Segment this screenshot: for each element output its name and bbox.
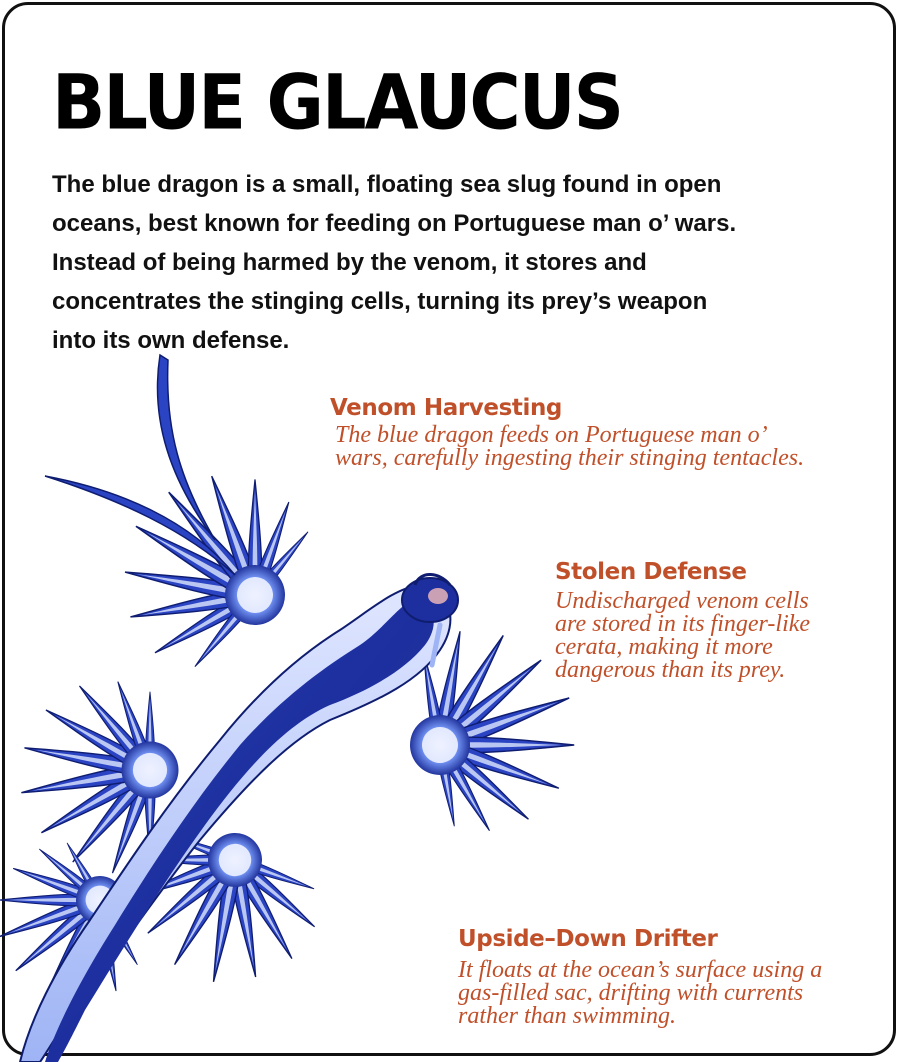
fact-body-line: The blue dragon feeds on Portuguese man o’: [335, 422, 768, 448]
fact-heading: Stolen Defense: [555, 559, 747, 585]
intro-line: The blue dragon is a small, floating sea slug found in open: [52, 171, 722, 198]
fact-body-line: dangerous than its prey.: [555, 657, 786, 683]
fact-body: [555, 590, 810, 682]
intro-line: concentrates the stinging cells, turning its prey’s weapon: [52, 288, 708, 315]
fact-upside-down-drifter: [458, 925, 822, 1028]
page-title: BLUE GLAUCUS: [52, 58, 623, 147]
fact-body: [458, 959, 822, 1028]
fact-heading: Venom Harvesting: [330, 395, 563, 421]
fact-body-line: It floats at the ocean’s surface using a: [458, 957, 823, 983]
fact-stolen-defense: [555, 558, 810, 682]
intro-line: into its own defense.: [52, 327, 290, 354]
fact-body-line: wars, carefully ingesting their stinging tentacles.: [335, 445, 805, 471]
fact-body-line: rather than swimming.: [458, 1003, 677, 1029]
fact-venom-harvesting: [330, 394, 804, 470]
intro-line: Instead of being harmed by the venom, it stores and: [52, 249, 647, 276]
intro-line: oceans, best known for feeding on Portuguese man o’ wars.: [52, 210, 737, 237]
fact-heading: Upside–Down Drifter: [458, 926, 718, 952]
fact-body-line: Undischarged venom cells: [555, 588, 809, 614]
fact-body-line: are stored in its finger-like: [555, 611, 811, 637]
fact-body-line: gas-filled sac, drifting with currents: [458, 980, 804, 1006]
fact-body-line: cerata, making it more: [555, 634, 773, 660]
fact-body: [335, 424, 804, 470]
intro-paragraph: [52, 165, 842, 360]
